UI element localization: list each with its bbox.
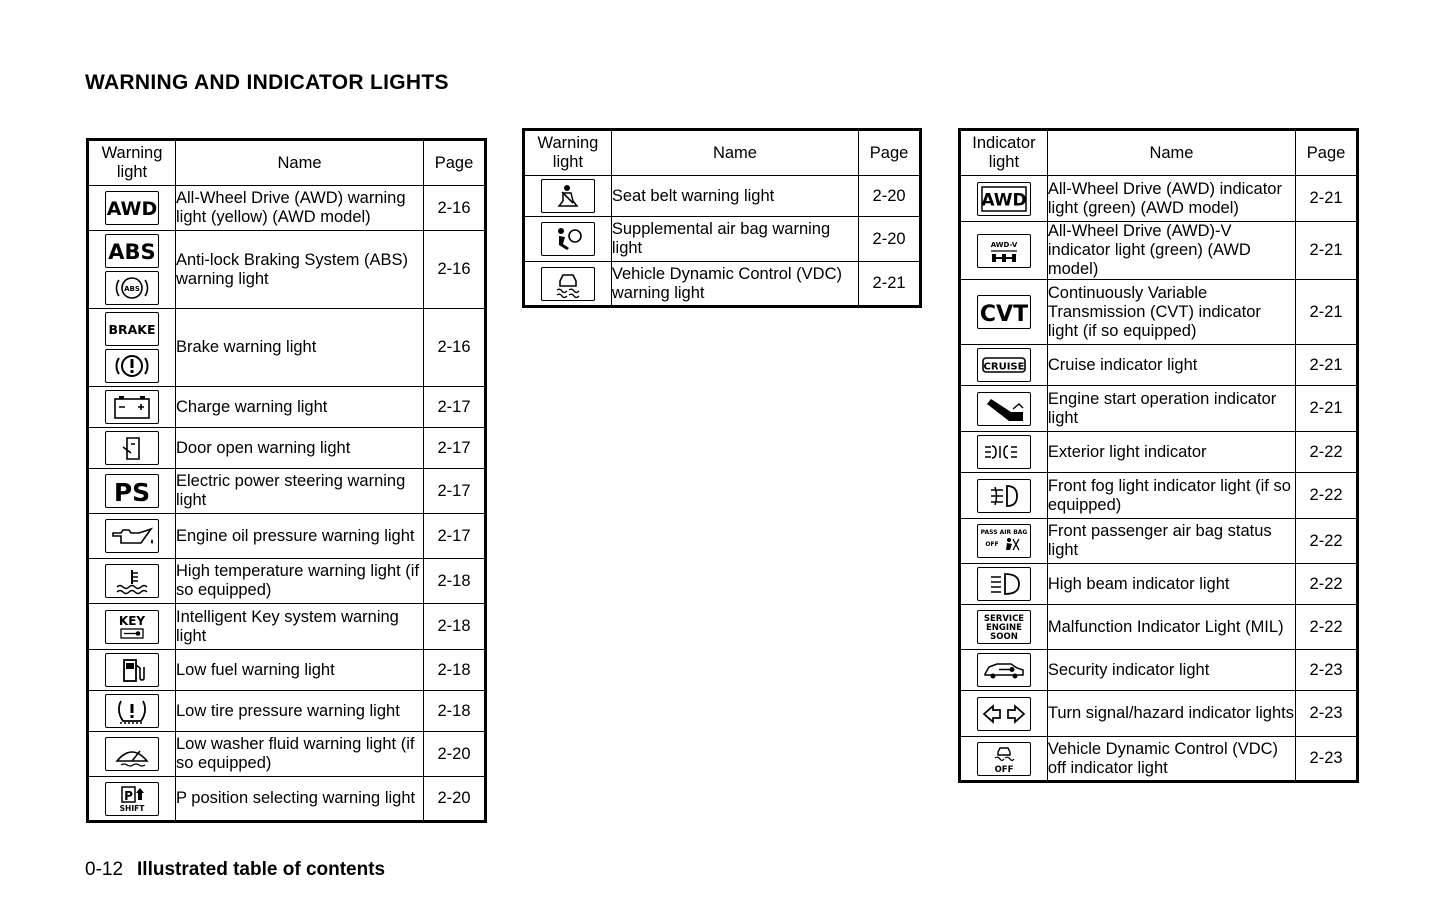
- warning-lights-table-middle: [522, 128, 922, 308]
- svg-text:PASS AIR BAG: PASS AIR BAG: [980, 529, 1028, 536]
- light-icon-cell: [960, 564, 1048, 605]
- table-row: [960, 345, 1358, 386]
- footer-page-number: 0-12: [85, 859, 124, 880]
- header-page: Page: [859, 130, 921, 176]
- light-icon-cell: [88, 732, 176, 777]
- page-reference: 2-20: [424, 777, 486, 822]
- page-reference: 2-22: [1296, 564, 1358, 605]
- table-row: [960, 176, 1358, 222]
- table-row: [524, 217, 921, 262]
- light-icon-cell: [524, 217, 612, 262]
- svg-text:ENGINE: ENGINE: [985, 623, 1022, 633]
- security-car-icon: [977, 653, 1031, 687]
- service-engine-icon: [977, 610, 1031, 644]
- table-row: [960, 564, 1358, 605]
- table-row: [88, 604, 486, 650]
- light-name: Brake warning light: [176, 309, 424, 387]
- svg-text:SERVICE: SERVICE: [983, 614, 1025, 624]
- table-row: [88, 469, 486, 514]
- page-reference: 2-16: [424, 309, 486, 387]
- light-name: Engine start operation indicator light: [1047, 386, 1295, 432]
- light-name: Anti-lock Braking System (ABS) warning light: [176, 231, 424, 309]
- page-reference: 2-23: [1296, 737, 1358, 782]
- table-row: [88, 231, 486, 309]
- table-row: [960, 737, 1358, 782]
- light-icon-cell: [88, 559, 176, 604]
- high-beam-icon: [977, 567, 1031, 601]
- page-reference: 2-18: [424, 559, 486, 604]
- turn-signal-icon: [977, 697, 1031, 731]
- page-reference: 2-20: [424, 732, 486, 777]
- page-reference: 2-23: [1296, 650, 1358, 691]
- light-name: Vehicle Dynamic Control (VDC) warning light: [611, 262, 858, 307]
- page-reference: 2-16: [424, 186, 486, 231]
- light-icon-cell: [960, 386, 1048, 432]
- cruise-icon: [977, 348, 1031, 382]
- light-icon-cell: [960, 222, 1048, 280]
- light-icon-cell: [88, 231, 176, 309]
- page-reference: 2-22: [1296, 519, 1358, 564]
- light-icon-cell: [88, 777, 176, 822]
- vdc-off-icon: [977, 742, 1031, 776]
- light-name: Continuously Variable Transmission (CVT) indicator light (if so equipped): [1047, 280, 1295, 345]
- light-icon-cell: [88, 469, 176, 514]
- light-name: Front fog light indicator light (if so equipped): [1047, 473, 1295, 519]
- table-row: [524, 176, 921, 217]
- svg-text:KEY: KEY: [118, 613, 146, 628]
- light-icon-cell: [524, 176, 612, 217]
- table-row: [88, 650, 486, 691]
- header-name: Name: [176, 140, 424, 186]
- page-reference: 2-22: [1296, 473, 1358, 519]
- footer-section-title: Illustrated table of contents: [137, 859, 386, 880]
- light-name: Low fuel warning light: [176, 650, 424, 691]
- light-name: Exterior light indicator: [1047, 432, 1295, 473]
- svg-text:BRAKE: BRAKE: [108, 322, 156, 337]
- header-name: Name: [1047, 130, 1295, 176]
- light-icon-cell: [960, 473, 1048, 519]
- exterior-light-icon: [977, 435, 1031, 469]
- table-row: [960, 605, 1358, 650]
- awd-icon: [105, 191, 159, 225]
- light-name: Engine oil pressure warning light: [176, 514, 424, 559]
- light-icon-cell: [88, 650, 176, 691]
- light-icon-cell: [960, 737, 1048, 782]
- p-shift-icon: [105, 782, 159, 816]
- svg-text:OFF: OFF: [985, 541, 999, 548]
- table-row: [960, 432, 1358, 473]
- light-name: Security indicator light: [1047, 650, 1295, 691]
- page-reference: 2-16: [424, 231, 486, 309]
- page-reference: 2-22: [1296, 432, 1358, 473]
- battery-icon: [105, 390, 159, 424]
- table-row: [88, 777, 486, 822]
- door-open-icon: [105, 431, 159, 465]
- table-row: [960, 473, 1358, 519]
- page-reference: 2-17: [424, 428, 486, 469]
- key-icon: [105, 610, 159, 644]
- svg-text:SOON: SOON: [990, 632, 1018, 642]
- indicator-lights-table-right: [958, 128, 1359, 783]
- svg-text:AWD-V: AWD-V: [990, 240, 1018, 249]
- table-row: [88, 559, 486, 604]
- page-reference: 2-18: [424, 691, 486, 732]
- awd-v-icon: [977, 234, 1031, 268]
- page-reference: 2-22: [1296, 605, 1358, 650]
- table-row: [88, 428, 486, 469]
- front-fog-icon: [977, 479, 1031, 513]
- light-icon-cell: [960, 650, 1048, 691]
- light-icon-cell: [960, 519, 1048, 564]
- svg-text:PS: PS: [113, 478, 151, 506]
- svg-text:CVT: CVT: [979, 302, 1029, 327]
- table-row: [88, 309, 486, 387]
- light-name: All-Wheel Drive (AWD) indicator light (green) (AWD model): [1047, 176, 1295, 222]
- table-row: [960, 222, 1358, 280]
- page-reference: 2-17: [424, 514, 486, 559]
- table-row: [88, 732, 486, 777]
- page-reference: 2-18: [424, 650, 486, 691]
- table-row: [960, 519, 1358, 564]
- light-icon-cell: [960, 280, 1048, 345]
- awd-indicator-icon: [977, 182, 1031, 216]
- page-reference: 2-23: [1296, 691, 1358, 737]
- light-name: Malfunction Indicator Light (MIL): [1047, 605, 1295, 650]
- svg-text:AWD: AWD: [981, 190, 1027, 210]
- cvt-icon: [977, 295, 1031, 329]
- header-page: Page: [424, 140, 486, 186]
- light-name: Electric power steering warning light: [176, 469, 424, 514]
- tire-pressure-icon: [105, 694, 159, 728]
- page-reference: 2-20: [859, 217, 921, 262]
- header-warning-light: Warning light: [88, 140, 176, 186]
- light-icon-cell: [88, 514, 176, 559]
- light-name: Low washer fluid warning light (if so equipped): [176, 732, 424, 777]
- header-page: Page: [1296, 130, 1358, 176]
- svg-text:P: P: [124, 788, 133, 803]
- table-row: [88, 186, 486, 231]
- table-row: [88, 387, 486, 428]
- light-name: Intelligent Key system warning light: [176, 604, 424, 650]
- svg-text:CRUISE: CRUISE: [983, 361, 1025, 373]
- header-name: Name: [611, 130, 858, 176]
- light-icon-cell: [88, 309, 176, 387]
- brake-circle-icon: [105, 349, 159, 383]
- table-row: [960, 691, 1358, 737]
- light-icon-cell: [524, 262, 612, 307]
- air-bag-icon: [541, 222, 595, 256]
- light-name: High beam indicator light: [1047, 564, 1295, 605]
- svg-text:ABS: ABS: [108, 240, 156, 264]
- page-reference: 2-17: [424, 469, 486, 514]
- svg-text:OFF: OFF: [994, 764, 1014, 774]
- svg-text:SHIFT: SHIFT: [119, 803, 145, 813]
- page-reference: 2-21: [1296, 386, 1358, 432]
- light-name: P position selecting warning light: [176, 777, 424, 822]
- light-icon-cell: [88, 186, 176, 231]
- light-name: High temperature warning light (if so equipped): [176, 559, 424, 604]
- light-icon-cell: [960, 432, 1048, 473]
- table-row: [88, 514, 486, 559]
- page-reference: 2-18: [424, 604, 486, 650]
- thermometer-icon: [105, 564, 159, 598]
- table-row: [960, 650, 1358, 691]
- page-reference: 2-21: [1296, 222, 1358, 280]
- page-title: WARNING AND INDICATOR LIGHTS: [85, 71, 449, 94]
- pass-air-bag-icon: [977, 524, 1031, 558]
- page-reference: 2-21: [859, 262, 921, 307]
- abs-icon: [105, 234, 159, 268]
- page-reference: 2-21: [1296, 280, 1358, 345]
- light-icon-cell: [960, 605, 1048, 650]
- light-name: Cruise indicator light: [1047, 345, 1295, 386]
- light-icon-cell: [88, 691, 176, 732]
- engine-start-icon: [977, 392, 1031, 426]
- warning-lights-table-left: [86, 138, 487, 823]
- light-icon-cell: [88, 604, 176, 650]
- light-name: Door open warning light: [176, 428, 424, 469]
- light-icon-cell: [88, 387, 176, 428]
- light-name: Charge warning light: [176, 387, 424, 428]
- table-row: [524, 262, 921, 307]
- light-icon-cell: [88, 428, 176, 469]
- page-reference: 2-20: [859, 176, 921, 217]
- light-icon-cell: [960, 345, 1048, 386]
- light-name: Front passenger air bag status light: [1047, 519, 1295, 564]
- header-indicator-light: Indicator light: [960, 130, 1048, 176]
- light-name: Vehicle Dynamic Control (VDC) off indicator light: [1047, 737, 1295, 782]
- page-footer: [85, 859, 385, 881]
- header-warning-light: Warning light: [524, 130, 612, 176]
- abs-circle-icon: [105, 271, 159, 305]
- light-name: Seat belt warning light: [611, 176, 858, 217]
- light-icon-cell: [960, 691, 1048, 737]
- power-steering-icon: [105, 474, 159, 508]
- vdc-icon: [541, 267, 595, 301]
- table-row: [960, 386, 1358, 432]
- page-reference: 2-21: [1296, 176, 1358, 222]
- svg-text:AWD: AWD: [107, 198, 157, 220]
- page-reference: 2-21: [1296, 345, 1358, 386]
- light-name: Turn signal/hazard indicator lights: [1047, 691, 1295, 737]
- washer-fluid-icon: [105, 737, 159, 771]
- seat-belt-icon: [541, 179, 595, 213]
- fuel-pump-icon: [105, 653, 159, 687]
- light-name: Supplemental air bag warning light: [611, 217, 858, 262]
- light-icon-cell: [960, 176, 1048, 222]
- light-name: Low tire pressure warning light: [176, 691, 424, 732]
- light-name: All-Wheel Drive (AWD) warning light (yellow) (AWD model): [176, 186, 424, 231]
- table-row: [960, 280, 1358, 345]
- svg-text:ABS: ABS: [124, 285, 140, 293]
- light-name: All-Wheel Drive (AWD)-V indicator light (green) (AWD model): [1047, 222, 1295, 280]
- page-reference: 2-17: [424, 387, 486, 428]
- table-row: [88, 691, 486, 732]
- brake-text-icon: [105, 312, 159, 346]
- oil-can-icon: [105, 519, 159, 553]
